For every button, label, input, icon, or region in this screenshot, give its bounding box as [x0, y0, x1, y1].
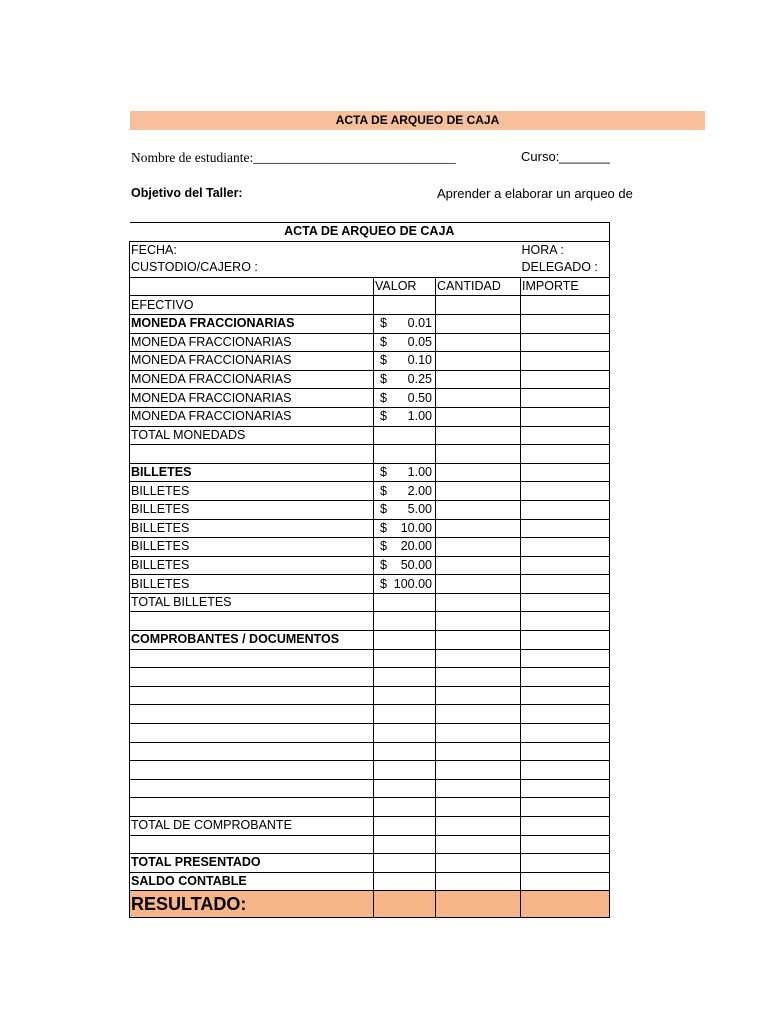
table-row: [130, 482, 610, 501]
amount-cell[interactable]: [521, 352, 610, 371]
currency-symbol: $: [380, 372, 387, 387]
quantity-cell[interactable]: [436, 742, 521, 761]
quantity-cell[interactable]: [436, 314, 521, 333]
book-balance-label: SALDO CONTABLE: [130, 872, 374, 891]
money-value: [375, 501, 434, 518]
denomination-value: 0.25: [407, 372, 432, 387]
blank-row-label: [130, 761, 374, 780]
bill-row-label: BILLETES: [130, 519, 374, 538]
amount-cell[interactable]: [521, 519, 610, 538]
amount-cell[interactable]: [521, 612, 610, 631]
quantity-cell[interactable]: [436, 705, 521, 724]
quantity-cell[interactable]: [436, 779, 521, 798]
table-row: [130, 333, 610, 352]
header-value: VALOR: [374, 277, 436, 296]
cash-count-table: [129, 222, 609, 918]
quantity-cell[interactable]: [436, 426, 521, 445]
value-cell: [374, 426, 436, 445]
bill-row-label: BILLETES: [130, 500, 374, 519]
time-label: HORA :: [521, 241, 610, 259]
quantity-cell[interactable]: [436, 445, 521, 464]
value-cell: [374, 333, 436, 352]
amount-cell[interactable]: [521, 668, 610, 687]
value-cell: [374, 482, 436, 501]
table-row: [130, 370, 610, 389]
table-row: [130, 407, 610, 426]
header-amount: IMPORTE: [521, 277, 610, 296]
currency-symbol: $: [380, 316, 387, 331]
amount-cell[interactable]: [521, 500, 610, 519]
bill-row-label: BILLETES: [130, 556, 374, 575]
quantity-cell[interactable]: [436, 649, 521, 668]
blank-row-label: [130, 668, 374, 687]
amount-cell[interactable]: [521, 482, 610, 501]
table-row: [130, 835, 610, 854]
amount-cell[interactable]: [521, 798, 610, 817]
blank-row-label: [130, 445, 374, 464]
quantity-cell[interactable]: [436, 854, 521, 873]
value-cell: [374, 686, 436, 705]
money-value: [375, 557, 434, 574]
quantity-cell[interactable]: [436, 370, 521, 389]
student-name-label: Nombre de estudiante:: [131, 150, 254, 165]
table-row: [130, 631, 610, 650]
currency-symbol: $: [380, 334, 387, 349]
quantity-cell[interactable]: [436, 817, 521, 836]
amount-cell[interactable]: [521, 445, 610, 464]
value-cell: [374, 798, 436, 817]
amount-cell[interactable]: [521, 779, 610, 798]
quantity-cell[interactable]: [436, 668, 521, 687]
quantity-cell[interactable]: [436, 407, 521, 426]
money-value: [375, 315, 434, 332]
amount-cell[interactable]: [521, 407, 610, 426]
table-row: [130, 891, 610, 918]
table-row: [130, 389, 610, 408]
table-row: [130, 649, 610, 668]
value-cell: [374, 575, 436, 594]
objective-label: Objetivo del Taller:: [131, 186, 243, 200]
value-cell: [374, 463, 436, 482]
bill-row-label: BILLETES: [130, 463, 374, 482]
value-cell: [374, 352, 436, 371]
denomination-value: 2.00: [407, 483, 432, 498]
quantity-cell[interactable]: [436, 798, 521, 817]
course-label: Curso:: [521, 149, 560, 164]
value-cell: [374, 649, 436, 668]
delegate-label: DELEGADO :: [521, 259, 610, 277]
quantity-cell[interactable]: [436, 519, 521, 538]
table-row: [130, 724, 610, 743]
table-row: [130, 705, 610, 724]
denomination-value: 20.00: [400, 539, 432, 554]
header-blank-cell: [130, 277, 374, 296]
value-cell: [374, 872, 436, 891]
table-row: [130, 761, 610, 780]
blank-row-label: [130, 835, 374, 854]
denomination-value: 10.00: [400, 520, 432, 535]
table-row: [130, 445, 610, 464]
denomination-value: 100.00: [393, 576, 432, 591]
vouchers-label: COMPROBANTES / DOCUMENTOS: [130, 631, 374, 650]
table-title: ACTA DE ARQUEO DE CAJA: [130, 223, 610, 242]
amount-cell[interactable]: [521, 724, 610, 743]
student-name-blank: ______________________________: [253, 150, 456, 165]
value-cell: [374, 761, 436, 780]
denomination-value: 0.50: [407, 390, 432, 405]
amount-cell[interactable]: [521, 575, 610, 594]
bill-row-label: BILLETES: [130, 575, 374, 594]
coin-row-label: MONEDA FRACCIONARIAS: [130, 314, 374, 333]
table-row: [130, 854, 610, 873]
quantity-cell[interactable]: [436, 724, 521, 743]
value-cell: [374, 500, 436, 519]
value-cell: [374, 891, 436, 918]
value-cell: [374, 296, 436, 315]
quantity-cell[interactable]: [436, 872, 521, 891]
blank-row-label: [130, 798, 374, 817]
table-row: [130, 500, 610, 519]
amount-cell[interactable]: [521, 649, 610, 668]
value-cell: [374, 593, 436, 612]
table-row: [130, 575, 610, 594]
blank-row-label: [130, 724, 374, 743]
denomination-value: 0.05: [407, 334, 432, 349]
currency-symbol: $: [380, 390, 387, 405]
value-cell: [374, 370, 436, 389]
amount-cell[interactable]: [521, 538, 610, 557]
total-vouchers-label: TOTAL DE COMPROBANTE: [130, 817, 374, 836]
currency-symbol: $: [380, 353, 387, 368]
blank-row-label: [130, 705, 374, 724]
value-cell: [374, 724, 436, 743]
currency-symbol: $: [380, 520, 387, 535]
value-cell: [374, 817, 436, 836]
coin-row-label: MONEDA FRACCIONARIAS: [130, 389, 374, 408]
table-row: [130, 314, 610, 333]
amount-cell[interactable]: [521, 556, 610, 575]
table-row: [130, 463, 610, 482]
table-row: [130, 872, 610, 891]
money-value: [375, 464, 434, 481]
money-value: [375, 352, 434, 369]
table-row: [130, 817, 610, 836]
currency-symbol: $: [380, 539, 387, 554]
quantity-cell[interactable]: [436, 296, 521, 315]
coin-row-label: MONEDA FRACCIONARIAS: [130, 370, 374, 389]
value-cell: [374, 835, 436, 854]
value-cell: [374, 779, 436, 798]
value-cell: [374, 314, 436, 333]
amount-cell[interactable]: [521, 742, 610, 761]
amount-cell[interactable]: [521, 593, 610, 612]
coin-row-label: MONEDA FRACCIONARIAS: [130, 333, 374, 352]
bill-row-label: BILLETES: [130, 538, 374, 557]
value-cell: [374, 742, 436, 761]
currency-symbol: $: [380, 557, 387, 572]
table-row: [130, 612, 610, 631]
total-coins-label: TOTAL MONEDADS: [130, 426, 374, 445]
header-quantity: CANTIDAD: [436, 277, 521, 296]
value-cell: [374, 538, 436, 557]
table-row: [130, 426, 610, 445]
quantity-cell[interactable]: [436, 612, 521, 631]
amount-cell[interactable]: [521, 835, 610, 854]
value-cell: [374, 519, 436, 538]
table-row: [130, 593, 610, 612]
sheet-title: ACTA DE ARQUEO DE CAJA: [130, 111, 705, 130]
amount-cell[interactable]: [521, 761, 610, 780]
table-row: [130, 668, 610, 687]
denomination-value: 1.00: [407, 409, 432, 424]
value-cell: [374, 556, 436, 575]
blank-row-label: [130, 649, 374, 668]
course-blank: _______: [559, 149, 610, 164]
amount-cell[interactable]: [521, 426, 610, 445]
table-row: [130, 556, 610, 575]
total-presented-label: TOTAL PRESENTADO: [130, 854, 374, 873]
value-cell: [374, 389, 436, 408]
blank-row-label: [130, 612, 374, 631]
quantity-cell[interactable]: [436, 463, 521, 482]
student-name-field[interactable]: [131, 150, 456, 166]
result-label: RESULTADO:: [130, 891, 374, 918]
money-value: [375, 483, 434, 500]
currency-symbol: $: [380, 465, 387, 480]
quantity-cell[interactable]: [436, 389, 521, 408]
blank-row-label: [130, 779, 374, 798]
quantity-cell[interactable]: [436, 482, 521, 501]
amount-cell[interactable]: [521, 314, 610, 333]
money-value: [375, 538, 434, 555]
table-row: [130, 519, 610, 538]
amount-cell[interactable]: [521, 333, 610, 352]
money-value: [375, 390, 434, 407]
quantity-cell[interactable]: [436, 631, 521, 650]
quantity-cell[interactable]: [436, 538, 521, 557]
amount-cell[interactable]: [521, 705, 610, 724]
quantity-cell[interactable]: [436, 575, 521, 594]
value-cell: [374, 854, 436, 873]
table-row: [130, 779, 610, 798]
currency-symbol: $: [380, 576, 387, 591]
bill-row-label: BILLETES: [130, 482, 374, 501]
denomination-value: 5.00: [407, 502, 432, 517]
value-cell: [374, 407, 436, 426]
table-row: [130, 798, 610, 817]
money-value: [375, 371, 434, 388]
objective-text: Aprender a elaborar un arqueo de: [437, 186, 633, 201]
value-cell: [374, 705, 436, 724]
currency-symbol: $: [380, 483, 387, 498]
table-row: [130, 352, 610, 371]
quantity-cell[interactable]: [436, 593, 521, 612]
denomination-value: 50.00: [400, 557, 432, 572]
total-bills-label: TOTAL BILLETES: [130, 593, 374, 612]
denomination-value: 0.10: [407, 353, 432, 368]
coin-row-label: MONEDA FRACCIONARIAS: [130, 407, 374, 426]
value-cell: [374, 668, 436, 687]
value-cell: [374, 612, 436, 631]
quantity-cell[interactable]: [436, 835, 521, 854]
amount-cell[interactable]: [521, 686, 610, 705]
quantity-cell[interactable]: [436, 556, 521, 575]
amount-cell[interactable]: [521, 463, 610, 482]
quantity-cell[interactable]: [436, 500, 521, 519]
blank-row-label: [130, 742, 374, 761]
amount-cell[interactable]: [521, 370, 610, 389]
table-row: [130, 538, 610, 557]
quantity-cell[interactable]: [436, 686, 521, 705]
denomination-value: 1.00: [407, 465, 432, 480]
amount-cell[interactable]: [521, 817, 610, 836]
amount-cell[interactable]: [521, 854, 610, 873]
money-value: [375, 576, 434, 593]
coin-row-label: MONEDA FRACCIONARIAS: [130, 352, 374, 371]
value-cell: [374, 631, 436, 650]
table-row: [130, 686, 610, 705]
quantity-cell[interactable]: [436, 333, 521, 352]
money-value: [375, 334, 434, 351]
value-cell: [374, 445, 436, 464]
currency-symbol: $: [380, 502, 387, 517]
quantity-cell[interactable]: [436, 891, 521, 918]
custodian-label: CUSTODIO/CAJERO :: [130, 259, 521, 277]
course-field[interactable]: [521, 149, 610, 164]
money-value: [375, 520, 434, 537]
quantity-cell[interactable]: [436, 352, 521, 371]
currency-symbol: $: [380, 409, 387, 424]
amount-cell[interactable]: [521, 872, 610, 891]
quantity-cell[interactable]: [436, 761, 521, 780]
efectivo-label: EFECTIVO: [130, 296, 374, 315]
blank-row-label: [130, 686, 374, 705]
amount-cell[interactable]: [521, 296, 610, 315]
date-label: FECHA:: [130, 241, 521, 259]
amount-cell[interactable]: [521, 389, 610, 408]
denomination-value: 0.01: [407, 316, 432, 331]
amount-cell[interactable]: [521, 631, 610, 650]
table-row: [130, 742, 610, 761]
money-value: [375, 408, 434, 425]
amount-cell[interactable]: [521, 891, 610, 918]
